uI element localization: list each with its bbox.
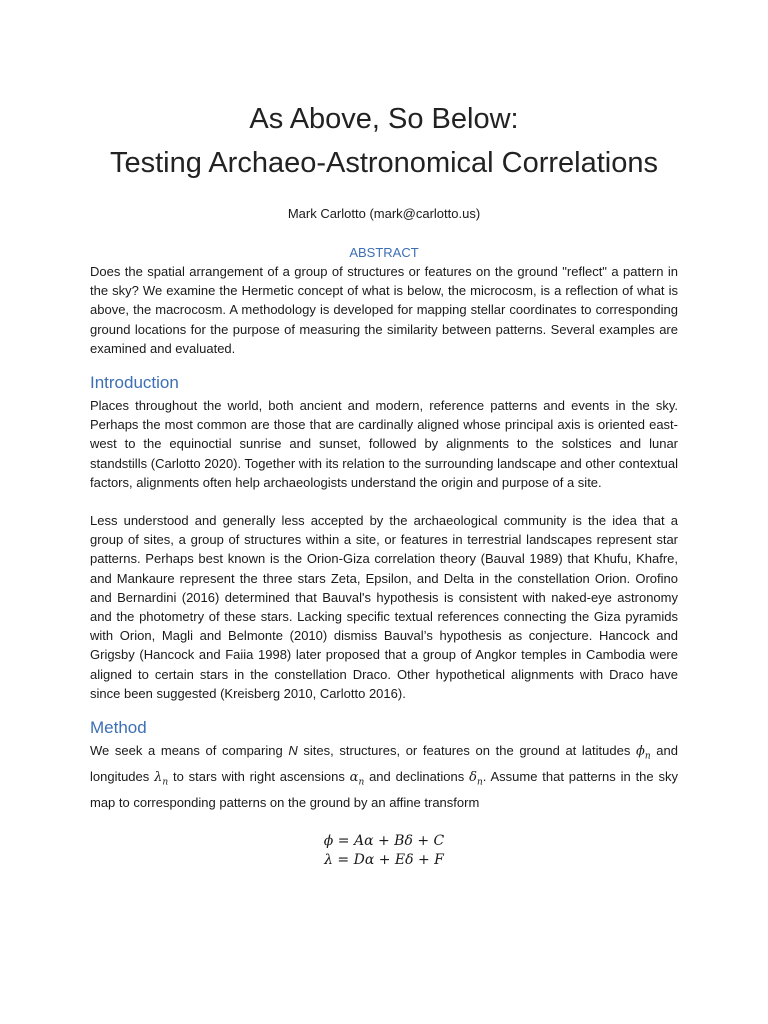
var-delta: $\delta_n$ [469, 769, 483, 788]
author-line: Mark Carlotto (mark@carlotto.us) [287, 206, 481, 221]
equation-phi: ϕ = Aα + Bδ + C [323, 832, 445, 849]
equation-lambda: λ = Dα + Eδ + F [324, 851, 444, 868]
affine-equations [90, 832, 678, 870]
method-text-3: and longitudes [90, 743, 678, 784]
var-alpha: $\alpha_n$ [349, 769, 365, 788]
abstract-heading: ABSTRACT [349, 245, 419, 260]
var-n: N [288, 743, 298, 759]
method-paragraph [90, 741, 678, 812]
paper-page [90, 0, 678, 870]
introduction-paragraph-2: Less understood and generally less accepted by the archaeological community is the idea that a group of sites, a group of structures within a site, or features in terrestrial landscapes represent star patterns. Perhaps best known is the Orion-Giza correlation theory (Bauval 1989) that Khufu, Khafre, and Mankaure represent the three stars Zeta, Epsilon, and Delta in the constellation Orion. Orofino and Bernardini (2016) determined that Bauval's hypothesis is consistent with naked-eye astronomy and the photometry of these stars. Lacking specific textual references connecting the Giza pyramids with Orion, Magli and Belmonte (2010) dismiss Bauval’s hypothesis as conjecture. Hancock and Grigsby (Hancock and Faiia 1998) later proposed that a group of Angkor temples in Cambodia were aligned to certain stars in the constellation Draco. Other hypothetical alignments with Draco have since been suggested (Kreisberg 2010, Carlotto 2016). [90, 513, 678, 701]
introduction-heading: Introduction [90, 373, 179, 393]
introduction-paragraph-1: Places throughout the world, both ancient and modern, reference patterns and events in the sky. Perhaps the most common are those that are cardinally aligned whose principal axis is oriented east-west to the equinoctial sunrise and sunset, followed by alignments to the solstices and lunar standstills (Carlotto 2020). Together with its relation to the surrounding landscape and other contextual factors, alignments often help archaeologists understand the origin and purpose of a site. [90, 398, 678, 490]
method-text-6: . Assume that patterns in the sky map to corresponding patterns on the ground by an affine transform [90, 768, 678, 810]
var-phi: $\phi_n$ [635, 744, 651, 762]
paragraph-gap [90, 492, 678, 511]
method-text-2: sites, structures, or features on the ground at latitudes [297, 743, 636, 759]
var-lambda: $\lambda_n$ [154, 769, 169, 788]
title-line-1: As Above, So Below: [249, 103, 519, 135]
method-text-5: and declinations [364, 768, 470, 784]
method-heading: Method [90, 718, 147, 738]
abstract-text: Does the spatial arrangement of a group of structures or features on the ground "reflect" a pattern in the sky? We examine the Hermetic concept of what is below, the microcosm, is a reflection of what is above, the macrocosm. A methodology is developed for mapping stellar coordinates to corresponding ground locations for the purpose of measuring the similarity between patterns. Several examples are examined and evaluated. [90, 264, 678, 356]
method-text-1: We seek a means of comparing [90, 743, 289, 759]
method-text-4: to stars with right ascensions [168, 768, 350, 784]
paper-title [90, 0, 678, 185]
title-line-2: Testing Archaeo-Astronomical Correlations [109, 147, 659, 179]
